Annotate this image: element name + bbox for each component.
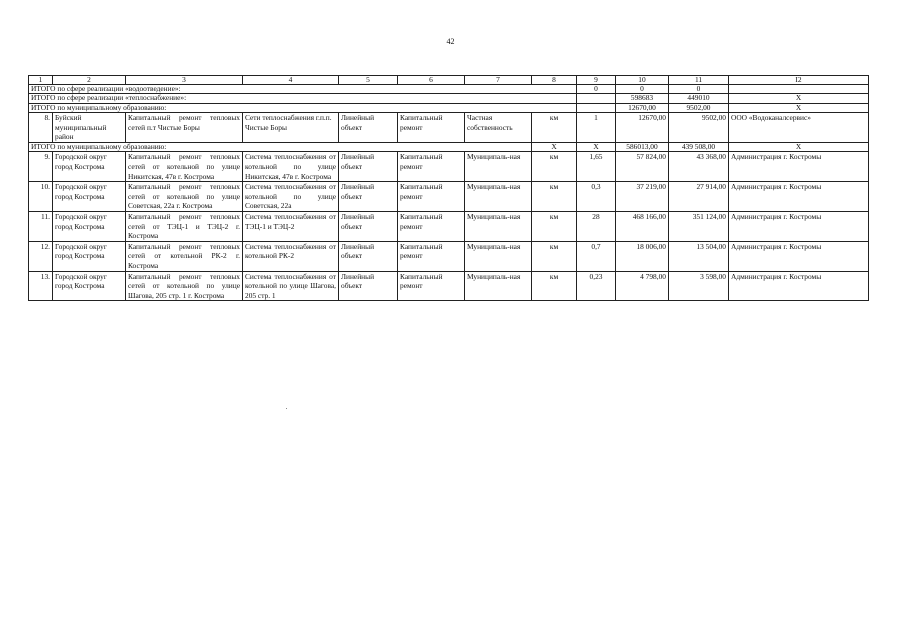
ownership: Муниципаль-ная: [465, 271, 532, 301]
object-name: Система теплоснабжения от котельной по улице Советская, 22а: [243, 182, 339, 212]
object-type: Линейный объект: [339, 182, 398, 212]
total-cost: 12670,00: [616, 103, 669, 112]
cost: 18 006,00: [616, 241, 669, 271]
district: Буйский муниципальный район: [53, 113, 126, 143]
executor: ООО «Водоканалсервис»: [729, 113, 869, 143]
table-row: [29, 182, 869, 212]
column-number: 7: [465, 76, 532, 85]
column-number: 10: [616, 76, 669, 85]
total-label: ИТОГО по муниципальному образованию:: [29, 143, 532, 152]
total-cost: 598683: [616, 94, 669, 103]
total-executor: X: [729, 103, 869, 112]
work-description: Капитальный ремонт тепловых сетей от котельной РК-2 г. Кострома: [126, 241, 243, 271]
table-row: [29, 271, 869, 301]
total-executor: X: [729, 143, 869, 152]
table-row: [29, 211, 869, 241]
executor: Администрация г. Костромы: [729, 241, 869, 271]
object-name: Система теплоснабжения от ТЭЦ-1 и ТЭЦ-2: [243, 211, 339, 241]
row-number: 11.: [29, 211, 53, 241]
total-funding: 9502,00: [669, 103, 729, 112]
unit: км: [532, 241, 577, 271]
work-description: Капитальный ремонт тепловых сетей от котельной по улице Советская, 22а г. Кострома: [126, 182, 243, 212]
funding: 43 368,00: [669, 152, 729, 182]
ownership: Муниципаль-ная: [465, 241, 532, 271]
total-cost: 586013,00: [616, 143, 669, 152]
object-type: Линейный объект: [339, 152, 398, 182]
work-kind: Капитальный ремонт: [398, 113, 465, 143]
object-name: Система теплоснабжения от котельной РК-2: [243, 241, 339, 271]
column-number: 2: [53, 76, 126, 85]
object-type: Линейный объект: [339, 113, 398, 143]
funding: 9502,00: [669, 113, 729, 143]
total-row-municipality: [29, 143, 869, 152]
total-funding: 0: [669, 85, 729, 94]
total-executor: [729, 85, 869, 94]
funding: 13 504,00: [669, 241, 729, 271]
object-name: Система теплоснабжения от котельной по улице Никитская, 47в г. Кострома: [243, 152, 339, 182]
object-name: Система теплоснабжения от котельной по улице Шагова, 205 стр. 1: [243, 271, 339, 301]
total-cost: 0: [616, 85, 669, 94]
work-kind: Капитальный ремонт: [398, 182, 465, 212]
total-funding: 439 508,00: [669, 143, 729, 152]
table-row: [29, 241, 869, 271]
cost: 468 166,00: [616, 211, 669, 241]
district: Городской округ город Кострома: [53, 241, 126, 271]
column-number: 1: [29, 76, 53, 85]
district: Городской округ город Кострома: [53, 182, 126, 212]
column-number: 9: [577, 76, 616, 85]
executor: Администрация г. Костромы: [729, 211, 869, 241]
work-description: Капитальный ремонт тепловых сетей от котельной по улице Шагова, 205 стр. 1 г. Кострома: [126, 271, 243, 301]
work-kind: Капитальный ремонт: [398, 241, 465, 271]
column-number: 11: [669, 76, 729, 85]
total-qty: X: [577, 143, 616, 152]
cost: 12670,00: [616, 113, 669, 143]
funding: 3 598,00: [669, 271, 729, 301]
column-number: 8: [532, 76, 577, 85]
cost: 57 824,00: [616, 152, 669, 182]
column-number: 5: [339, 76, 398, 85]
quantity: 1,65: [577, 152, 616, 182]
quantity: 0,23: [577, 271, 616, 301]
total-row-municipality: [29, 103, 869, 112]
cost: 4 798,00: [616, 271, 669, 301]
total-row-drainage: [29, 85, 869, 94]
total-executor: X: [729, 94, 869, 103]
district: Городской округ город Кострома: [53, 211, 126, 241]
total-funding: 449010: [669, 94, 729, 103]
district: Городской округ город Кострома: [53, 271, 126, 301]
investment-program-table: [28, 75, 869, 301]
unit: км: [532, 113, 577, 143]
page-number: 42: [446, 37, 455, 46]
district: Городской округ город Кострома: [53, 152, 126, 182]
table-row: [29, 152, 869, 182]
total-qty: [577, 103, 616, 112]
column-number: I2: [729, 76, 869, 85]
work-kind: Капитальный ремонт: [398, 271, 465, 301]
work-kind: Капитальный ремонт: [398, 152, 465, 182]
object-type: Линейный объект: [339, 211, 398, 241]
quantity: 28: [577, 211, 616, 241]
column-number: 4: [243, 76, 339, 85]
ownership: Муниципаль-ная: [465, 182, 532, 212]
quantity: 0,3: [577, 182, 616, 212]
total-row-heating: [29, 94, 869, 103]
object-name: Сети теплоснабжения г.п.п. Чистые Боры: [243, 113, 339, 143]
total-qty: 0: [577, 85, 616, 94]
ownership: Муниципаль-ная: [465, 211, 532, 241]
total-qty: [577, 94, 616, 103]
column-number-row: [29, 76, 869, 85]
executor: Администрация г. Костромы: [729, 152, 869, 182]
quantity: 0,7: [577, 241, 616, 271]
unit: км: [532, 271, 577, 301]
scan-speck: [286, 408, 287, 409]
total-label: ИТОГО по сфере реализации «водоотведение»:: [29, 85, 577, 94]
work-description: Капитальный ремонт тепловых сетей от ТЭЦ-1 и ТЭЦ-2 г. Кострома: [126, 211, 243, 241]
total-unit: X: [532, 143, 577, 152]
ownership: Муниципаль-ная: [465, 152, 532, 182]
row-number: 13.: [29, 271, 53, 301]
unit: км: [532, 182, 577, 212]
work-kind: Капитальный ремонт: [398, 211, 465, 241]
row-number: 10.: [29, 182, 53, 212]
executor: Администрация г. Костромы: [729, 182, 869, 212]
row-number: 9.: [29, 152, 53, 182]
unit: км: [532, 211, 577, 241]
work-description: Капитальный ремонт тепловых сетей п.т Чистые Боры: [126, 113, 243, 143]
column-number: 6: [398, 76, 465, 85]
executor: Администрация г. Костромы: [729, 271, 869, 301]
ownership: Частная собственность: [465, 113, 532, 143]
funding: 351 124,00: [669, 211, 729, 241]
row-number: 12.: [29, 241, 53, 271]
table-row: [29, 113, 869, 143]
work-description: Капитальный ремонт тепловых сетей от котельной по улице Никитская, 47в г. Кострома: [126, 152, 243, 182]
quantity: 1: [577, 113, 616, 143]
unit: км: [532, 152, 577, 182]
column-number: 3: [126, 76, 243, 85]
funding: 27 914,00: [669, 182, 729, 212]
total-label: ИТОГО по муниципальному образованию:: [29, 103, 577, 112]
object-type: Линейный объект: [339, 241, 398, 271]
cost: 37 219,00: [616, 182, 669, 212]
object-type: Линейный объект: [339, 271, 398, 301]
row-number: 8.: [29, 113, 53, 143]
total-label: ИТОГО по сфере реализации «теплоснабжение»:: [29, 94, 577, 103]
